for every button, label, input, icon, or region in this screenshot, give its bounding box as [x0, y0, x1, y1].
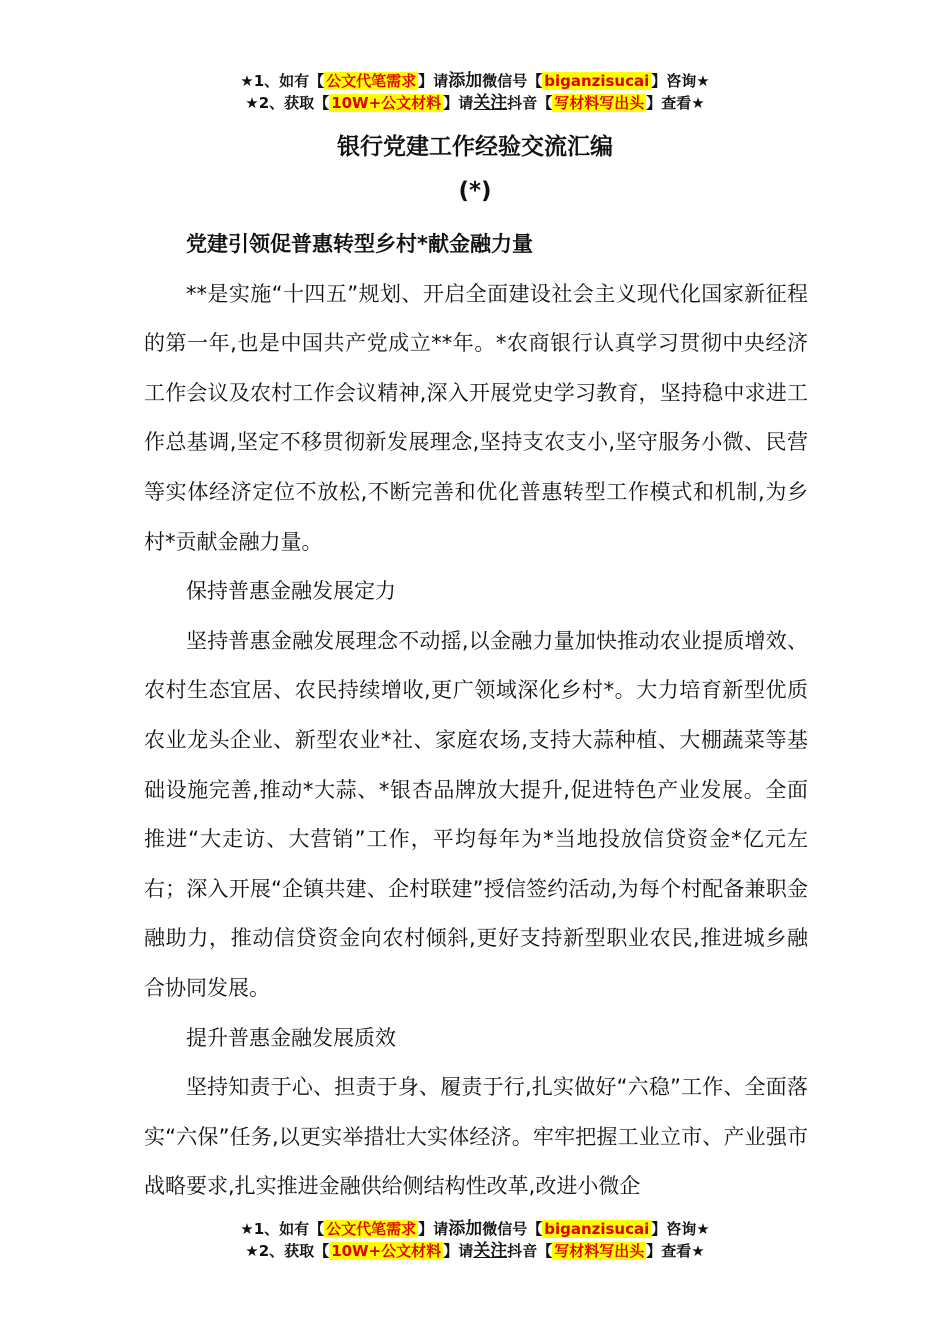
paragraph: 坚持知责于心、担责于身、履责于行,扎实做好“六稳”工作、全面落实“六保”任务,以更实举措壮大实体经济。牢牢把握工业立市、产业强市战略要求,扎实推进金融供给侧结构性改革,改进小微企: [144, 1075, 808, 1199]
banner-line-1: [0, 70, 950, 92]
banner-highlight: 10W+公文材料: [331, 1242, 442, 1260]
banner-text: 抖音【: [507, 94, 553, 112]
section-heading: 提升普惠金融发展质效: [186, 1025, 396, 1050]
banner-text: 】咨询★: [651, 1220, 710, 1238]
document-title: 银行党建工作经验交流汇编: [337, 134, 613, 160]
banner-text: ★1、如有【: [240, 72, 325, 90]
banner-line-2: [0, 92, 950, 114]
banner-text: 】请: [443, 1242, 474, 1260]
document-body: [144, 220, 808, 1212]
banner-highlight: 10W+公文材料: [331, 94, 442, 112]
banner-text: 】咨询★: [651, 72, 710, 90]
banner-text: ★2、获取【: [245, 94, 330, 112]
banner-text: 关注: [473, 93, 508, 113]
banner-text: 添加: [448, 71, 483, 91]
banner-line-2: [0, 1240, 950, 1262]
banner-text: 】请: [418, 72, 449, 90]
paragraph: **是实施“十四五”规划、开启全面建设社会主义现代化国家新征程的第一年,也是中国共产党成立**年。*农商银行认真学习贯彻中央经济工作会议及农村工作会议精神,深入开展党史学习教育，坚持稳中求进工作总基调,坚定不移贯彻新发展理念,坚持支农支小,坚守服务小微、民营等实体经济定位不放松,不断完善和优化普惠转型工作模式和机制,为乡村*贡献金融力量。: [144, 281, 808, 554]
banner-text: 】请: [443, 94, 474, 112]
banner-highlight: 写材料写出头: [554, 1242, 645, 1260]
paragraph: 坚持普惠金融发展理念不动摇,以金融力量加快推动农业提质增效、农村生态宜居、农民持续增收,更广领域深化乡村*。大力培育新型优质农业龙头企业、新型农业*社、家庭农场,支持大蒜种植、大棚蔬菜等基础设施完善,推动*大蒜、*银杏品牌放大提升,促进特色产业发展。全面推进“大走访、大营销”工作，平均每年为*当地投放信贷资金*亿元左右；深入开展“企镇共建、企村联建”授信签约活动,为每个村配备兼职金融助力，推动信贷资金向农村倾斜,更好支持新型职业农民,推进城乡融合协同发展。: [144, 628, 808, 1000]
banner-highlight: biganzisucai: [544, 72, 650, 90]
section-heading: 党建引领促普惠转型乡村*献金融力量: [186, 232, 533, 256]
banner-highlight: 公文代笔需求: [326, 72, 417, 90]
banner-text: ★2、获取【: [245, 1242, 330, 1260]
top-banner: [0, 70, 950, 114]
banner-highlight: 写材料写出头: [554, 94, 645, 112]
banner-text: 微信号【: [482, 72, 543, 90]
banner-text: 】查看★: [646, 94, 705, 112]
banner-text: 抖音【: [507, 1242, 553, 1260]
banner-text: ★1、如有【: [240, 1220, 325, 1238]
banner-highlight: biganzisucai: [544, 1220, 650, 1238]
banner-line-1: [0, 1218, 950, 1240]
bottom-banner: [0, 1218, 950, 1262]
banner-text: 微信号【: [482, 1220, 543, 1238]
banner-text: 关注: [473, 1241, 508, 1261]
banner-text: 】请: [418, 1220, 449, 1238]
section-heading: 保持普惠金融发展定力: [186, 579, 396, 604]
banner-highlight: 公文代笔需求: [326, 1220, 417, 1238]
banner-text: 添加: [448, 1219, 483, 1239]
document-subtitle: (*): [458, 178, 492, 204]
banner-text: 】查看★: [646, 1242, 705, 1260]
